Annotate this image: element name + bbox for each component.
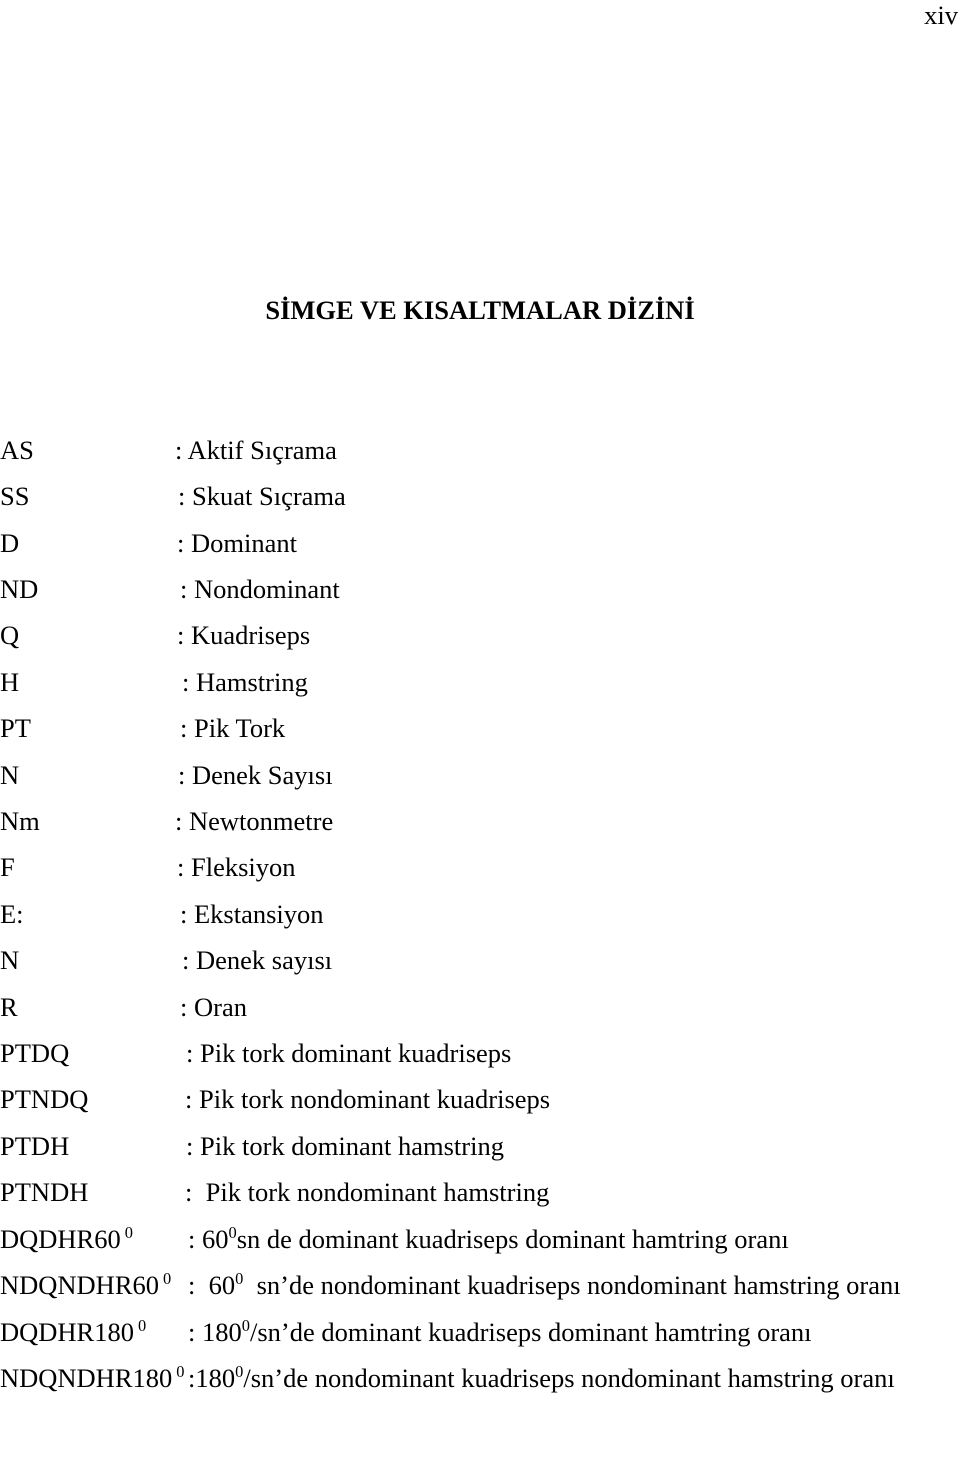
definition-text: : 180 xyxy=(188,1317,242,1347)
abbreviation-superscript: 0 xyxy=(176,1362,185,1382)
abbreviation: ND xyxy=(0,574,39,604)
definition: : Pik tork nondominant kuadriseps xyxy=(185,1084,551,1114)
abbreviation-text: DQDHR60 xyxy=(0,1224,121,1254)
definition: : Ekstansiyon xyxy=(180,899,324,929)
abbreviation-row xyxy=(0,760,960,790)
definition: : Newtonmetre xyxy=(175,806,334,836)
abbreviation: PTDQ xyxy=(0,1038,70,1068)
definition: : Aktif Sıçrama xyxy=(175,435,337,465)
abbreviation-row xyxy=(0,945,960,975)
abbreviation xyxy=(0,1270,171,1300)
definition: : Denek Sayısı xyxy=(178,760,333,790)
abbreviation-row xyxy=(0,528,960,558)
abbreviation-row xyxy=(0,992,960,1022)
definition: : Pik Tork xyxy=(180,713,286,743)
abbreviation: E: xyxy=(0,899,24,929)
abbreviation-row xyxy=(0,1224,960,1254)
abbreviation: H xyxy=(0,667,20,697)
definition xyxy=(188,1317,812,1347)
definition: : Nondominant xyxy=(180,574,340,604)
abbreviation-row xyxy=(0,1317,960,1347)
definition-text: : 60 xyxy=(188,1270,236,1300)
abbreviation-row xyxy=(0,1038,960,1068)
definition xyxy=(188,1270,901,1300)
abbreviation-row xyxy=(0,1177,960,1207)
abbreviation: N xyxy=(0,945,20,975)
abbreviation-text: DQDHR180 xyxy=(0,1317,134,1347)
abbreviation-row xyxy=(0,806,960,836)
abbreviation-superscript: 0 xyxy=(163,1269,172,1289)
abbreviation xyxy=(0,1363,184,1393)
definition: : Hamstring xyxy=(182,667,308,697)
definition-rest: /sn’de nondominant kuadriseps nondominant hamstring oranı xyxy=(243,1363,895,1393)
abbreviation-row xyxy=(0,620,960,650)
definition: : Denek sayısı xyxy=(182,945,333,975)
abbreviation xyxy=(0,1317,146,1347)
definition xyxy=(188,1224,789,1254)
definition: : Pik tork dominant hamstring xyxy=(186,1131,504,1161)
definition-rest: /sn’de dominant kuadriseps dominant hamtring oranı xyxy=(249,1317,812,1347)
abbreviation: D xyxy=(0,528,20,558)
page-number: xiv xyxy=(924,0,958,30)
definition-superscript: 0 xyxy=(228,1223,237,1243)
abbreviation-row xyxy=(0,713,960,743)
abbreviation-row xyxy=(0,435,960,465)
definition-superscript: 0 xyxy=(235,1269,244,1289)
abbreviation-row xyxy=(0,1084,960,1114)
abbreviation-text: NDQNDHR60 xyxy=(0,1270,159,1300)
definition: : Pik tork dominant kuadriseps xyxy=(186,1038,512,1068)
abbreviation-superscript: 0 xyxy=(137,1316,147,1336)
page-title: SİMGE VE KISALTMALAR DİZİNİ xyxy=(265,295,695,325)
abbreviation: SS xyxy=(0,481,30,511)
abbreviation xyxy=(0,1224,133,1254)
definition-superscript: 0 xyxy=(241,1316,250,1336)
abbreviation-row xyxy=(0,1363,960,1393)
abbreviation: AS xyxy=(0,435,34,465)
abbreviation-row xyxy=(0,667,960,697)
abbreviation: N xyxy=(0,760,20,790)
definition-rest: sn’de nondominant kuadriseps nondominant hamstring oranı xyxy=(243,1270,901,1300)
abbreviation-row xyxy=(0,852,960,882)
definition: : Dominant xyxy=(177,528,297,558)
abbreviation-row xyxy=(0,899,960,929)
abbreviation: F xyxy=(0,852,15,882)
definition xyxy=(188,1363,895,1393)
abbreviation-row xyxy=(0,1270,960,1300)
abbreviation-row xyxy=(0,481,960,511)
abbreviation: PTDH xyxy=(0,1131,70,1161)
abbreviation: PT xyxy=(0,713,31,743)
abbreviation: Nm xyxy=(0,806,40,836)
abbreviation: PTNDQ xyxy=(0,1084,89,1114)
definition: : Oran xyxy=(180,992,247,1022)
definition: : Fleksiyon xyxy=(177,852,296,882)
definition-text: : 60 xyxy=(188,1224,229,1254)
definition-superscript: 0 xyxy=(235,1362,244,1382)
definition: : Kuadriseps xyxy=(177,620,311,650)
abbreviation-row xyxy=(0,1131,960,1161)
definition: : Skuat Sıçrama xyxy=(178,481,346,511)
abbreviation-row xyxy=(0,574,960,604)
abbreviation: Q xyxy=(0,620,20,650)
definition-rest: sn de dominant kuadriseps dominant hamtring oranı xyxy=(236,1224,789,1254)
abbreviation: R xyxy=(0,992,18,1022)
abbreviation-text: NDQNDHR180 xyxy=(0,1363,173,1393)
abbreviation: PTNDH xyxy=(0,1177,89,1207)
definition: : Pik tork nondominant hamstring xyxy=(185,1177,550,1207)
abbreviation-superscript: 0 xyxy=(124,1223,133,1243)
definition-text: :180 xyxy=(188,1363,236,1393)
